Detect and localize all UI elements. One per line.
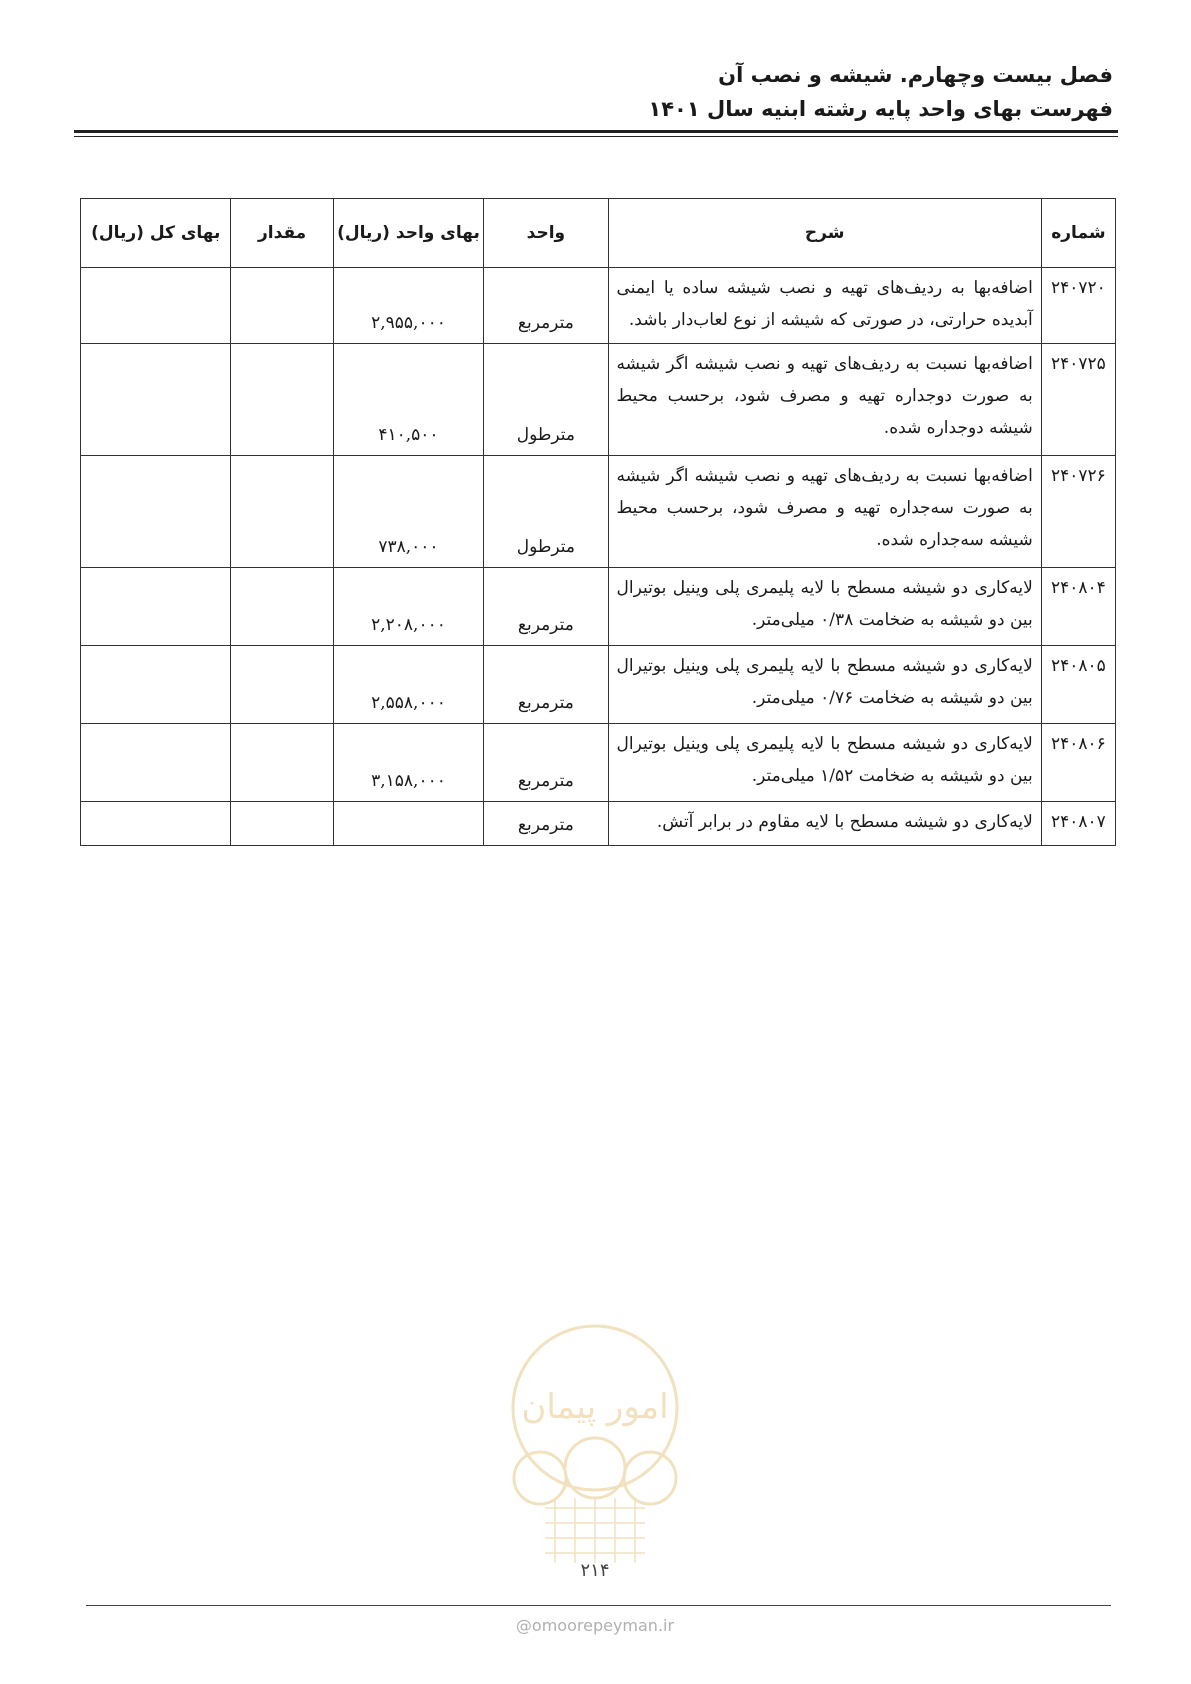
row-quantity bbox=[231, 568, 333, 646]
row-number: ۲۴۰۸۰۷ bbox=[1041, 802, 1115, 846]
header-quantity: مقدار bbox=[231, 199, 333, 268]
watermark-logo-text: امور پیمان bbox=[521, 1387, 669, 1427]
row-number: ۲۴۰۷۲۰ bbox=[1041, 268, 1115, 344]
row-total-price bbox=[81, 724, 231, 802]
row-quantity bbox=[231, 268, 333, 344]
header-total-price: بهای کل (ریال) bbox=[81, 199, 231, 268]
row-unit: مترطول bbox=[484, 344, 608, 456]
header-description: شرح bbox=[608, 199, 1041, 268]
page-number: ۲۱۴ bbox=[580, 1560, 610, 1581]
table-row bbox=[81, 724, 1116, 802]
watermark-logo bbox=[505, 1318, 685, 1588]
table-row bbox=[81, 568, 1116, 646]
row-unit-price: ۲,۵۵۸,۰۰۰ bbox=[333, 646, 483, 724]
table-header-row bbox=[81, 199, 1116, 268]
row-total-price bbox=[81, 646, 231, 724]
website-watermark: @omoorepeyman.ir bbox=[515, 1616, 675, 1635]
row-total-price bbox=[81, 344, 231, 456]
header-unit: واحد bbox=[484, 199, 608, 268]
row-unit: مترمربع bbox=[484, 802, 608, 846]
row-unit: مترمربع bbox=[484, 724, 608, 802]
header-unit-price: بهای واحد (ریال) bbox=[333, 199, 483, 268]
table-row bbox=[81, 456, 1116, 568]
table-row bbox=[81, 344, 1116, 456]
row-unit-price: ۲,۲۰۸,۰۰۰ bbox=[333, 568, 483, 646]
row-total-price bbox=[81, 268, 231, 344]
row-unit: مترمربع bbox=[484, 646, 608, 724]
footer-rule bbox=[86, 1605, 1111, 1606]
book-title: فهرست بهای واحد پایه رشته ابنیه سال ۱۴۰۱ bbox=[648, 97, 1113, 121]
header-rule-thin bbox=[74, 136, 1118, 137]
row-number: ۲۴۰۷۲۶ bbox=[1041, 456, 1115, 568]
row-quantity bbox=[231, 456, 333, 568]
row-description: لایه‌کاری دو شیشه مسطح با لایه مقاوم در برابر آتش. bbox=[608, 802, 1041, 846]
row-description: لایه‌کاری دو شیشه مسطح با لایه پلیمری پلی وینیل بوتیرال بین دو شیشه به ضخامت ۰/۷۶ میلی‌متر. bbox=[608, 646, 1041, 724]
row-unit-price: ۳,۱۵۸,۰۰۰ bbox=[333, 724, 483, 802]
row-quantity bbox=[231, 802, 333, 846]
row-unit-price bbox=[333, 802, 483, 846]
row-unit-price: ۷۳۸,۰۰۰ bbox=[333, 456, 483, 568]
row-total-price bbox=[81, 802, 231, 846]
row-unit: مترطول bbox=[484, 456, 608, 568]
header-number: شماره bbox=[1041, 199, 1115, 268]
price-list-table bbox=[80, 198, 1116, 846]
table-row bbox=[81, 268, 1116, 344]
row-description: اضافه‌بها نسبت به ردیف‌های تهیه و نصب شیشه اگر شیشه به صورت سه‌جداره تهیه و مصرف شود، برحسب محیط شیشه سه‌جداره شده. bbox=[608, 456, 1041, 568]
row-description: اضافه‌بها به ردیف‌های تهیه و نصب شیشه ساده یا ایمنی آبدیده حرارتی، در صورتی که شیشه از نوع لعاب‌دار باشد. bbox=[608, 268, 1041, 344]
row-number: ۲۴۰۷۲۵ bbox=[1041, 344, 1115, 456]
row-number: ۲۴۰۸۰۴ bbox=[1041, 568, 1115, 646]
row-number: ۲۴۰۸۰۶ bbox=[1041, 724, 1115, 802]
header-rule-thick bbox=[74, 130, 1118, 133]
row-description: لایه‌کاری دو شیشه مسطح با لایه پلیمری پلی وینیل بوتیرال بین دو شیشه به ضخامت ۰/۳۸ میلی‌متر. bbox=[608, 568, 1041, 646]
row-unit: مترمربع bbox=[484, 568, 608, 646]
row-total-price bbox=[81, 456, 231, 568]
row-unit: مترمربع bbox=[484, 268, 608, 344]
page-header bbox=[74, 58, 1113, 126]
table-row bbox=[81, 802, 1116, 846]
row-quantity bbox=[231, 724, 333, 802]
row-description: لایه‌کاری دو شیشه مسطح با لایه پلیمری پلی وینیل بوتیرال بین دو شیشه به ضخامت ۱/۵۲ میلی‌متر. bbox=[608, 724, 1041, 802]
row-quantity bbox=[231, 344, 333, 456]
chapter-title: فصل بیست وچهارم. شیشه و نصب آن bbox=[718, 63, 1113, 87]
row-quantity bbox=[231, 646, 333, 724]
row-total-price bbox=[81, 568, 231, 646]
row-unit-price: ۴۱۰,۵۰۰ bbox=[333, 344, 483, 456]
row-unit-price: ۲,۹۵۵,۰۰۰ bbox=[333, 268, 483, 344]
row-description: اضافه‌بها نسبت به ردیف‌های تهیه و نصب شیشه اگر شیشه به صورت دوجداره تهیه و مصرف شود، برحسب محیط شیشه دوجداره شده. bbox=[608, 344, 1041, 456]
row-number: ۲۴۰۸۰۵ bbox=[1041, 646, 1115, 724]
table-row bbox=[81, 646, 1116, 724]
